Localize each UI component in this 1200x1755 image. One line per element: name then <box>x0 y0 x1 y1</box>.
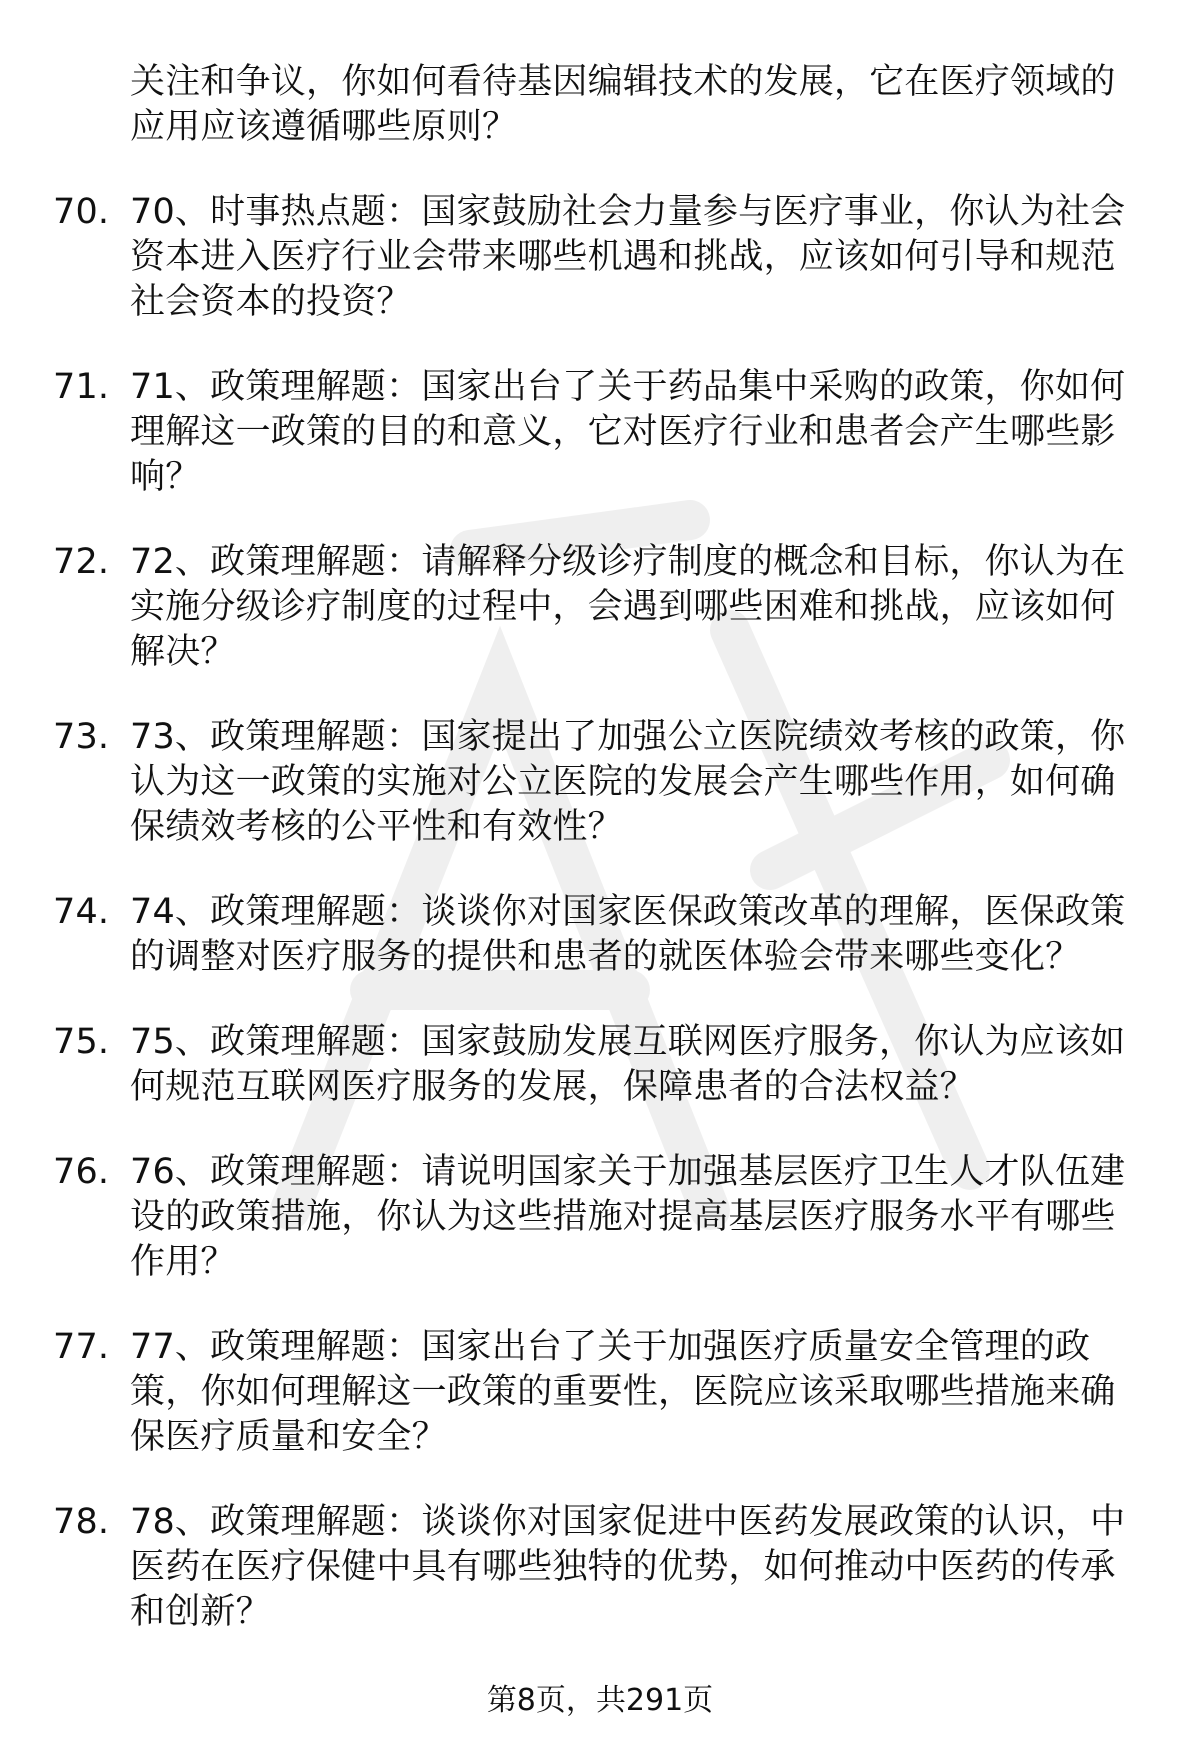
list-item <box>53 540 1140 675</box>
continuation-paragraph: 关注和争议，你如何看待基因编辑技术的发展，它在医疗领域的应用应该遵循哪些原则？ <box>130 62 1116 147</box>
item-number: 73. <box>53 717 110 757</box>
item-text: 72、政策理解题：请解释分级诊疗制度的概念和目标，你认为在实施分级诊疗制度的过程中，会遇到哪些困难和挑战，应该如何解决？ <box>130 542 1126 672</box>
list-item <box>53 890 1140 980</box>
item-number: 78. <box>53 1502 110 1542</box>
question-list <box>53 60 1140 1675</box>
item-text: 70、时事热点题：国家鼓励社会力量参与医疗事业，你认为社会资本进入医疗行业会带来哪些机遇和挑战，应该如何引导和规范社会资本的投资？ <box>130 192 1126 322</box>
list-item <box>53 365 1140 500</box>
item-text: 71、政策理解题：国家出台了关于药品集中采购的政策，你如何理解这一政策的目的和意义，它对医疗行业和患者会产生哪些影响？ <box>130 367 1126 497</box>
item-text: 73、政策理解题：国家提出了加强公立医院绩效考核的政策，你认为这一政策的实施对公立医院的发展会产生哪些作用，如何确保绩效考核的公平性和有效性？ <box>130 717 1126 847</box>
item-number: 72. <box>53 542 110 582</box>
item-number: 77. <box>53 1327 110 1367</box>
list-item <box>53 1325 1140 1460</box>
list-item <box>53 715 1140 850</box>
item-text: 77、政策理解题：国家出台了关于加强医疗质量安全管理的政策，你如何理解这一政策的重要性，医院应该采取哪些措施来确保医疗质量和安全？ <box>130 1327 1116 1457</box>
item-text: 78、政策理解题：谈谈你对国家促进中医药发展政策的认识，中医药在医疗保健中具有哪些独特的优势，如何推动中医药的传承和创新？ <box>130 1502 1126 1632</box>
list-item <box>53 1020 1140 1110</box>
item-number: 74. <box>53 892 110 932</box>
list-item <box>53 1500 1140 1635</box>
item-text: 74、政策理解题：谈谈你对国家医保政策改革的理解，医保政策的调整对医疗服务的提供和患者的就医体验会带来哪些变化？ <box>130 892 1126 977</box>
item-number: 71. <box>53 367 110 407</box>
page-footer: 第8页，共291页 <box>486 1683 714 1718</box>
item-text: 76、政策理解题：请说明国家关于加强基层医疗卫生人才队伍建设的政策措施，你认为这些措施对提高基层医疗服务水平有哪些作用？ <box>130 1152 1126 1282</box>
list-item <box>53 1150 1140 1285</box>
item-number: 75. <box>53 1022 110 1062</box>
item-text: 75、政策理解题：国家鼓励发展互联网医疗服务，你认为应该如何规范互联网医疗服务的发展，保障患者的合法权益？ <box>130 1022 1126 1107</box>
list-item <box>53 190 1140 325</box>
item-number: 70. <box>53 192 110 232</box>
item-number: 76. <box>53 1152 110 1192</box>
